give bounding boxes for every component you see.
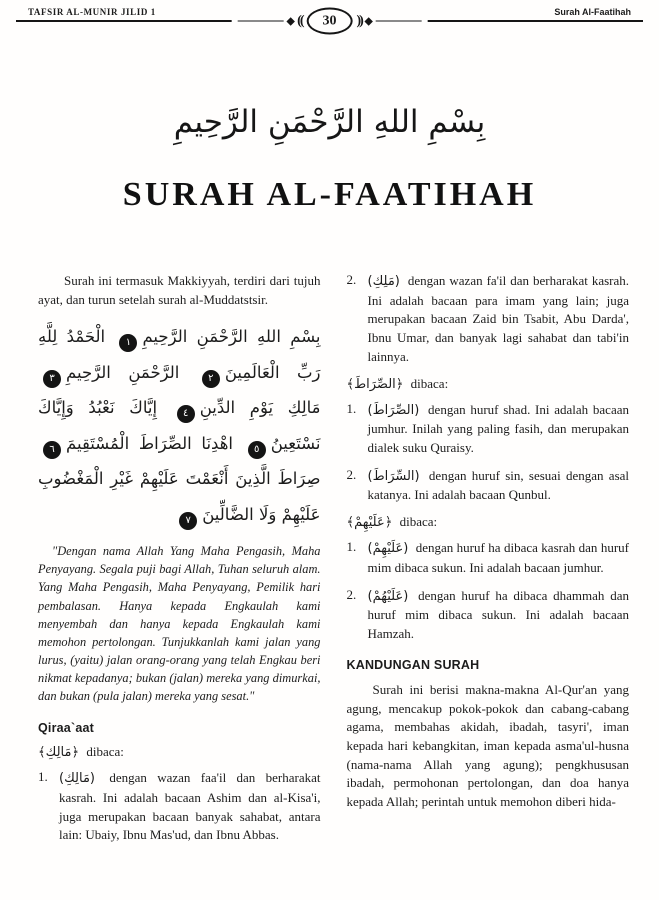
ayah-number-badge: ٦ bbox=[43, 441, 61, 459]
ayah-number-badge: ٢ bbox=[202, 370, 220, 388]
list-item bbox=[38, 769, 321, 845]
list-body bbox=[368, 272, 630, 367]
list-text: dengan wazan fa'il dan berharakat kasrah. Ini adalah bacaan para imam yang lain; juga merupakan bacaan Zaid bin Tsabit, Abu Darda', Ibnu Umar, dan banyak lagi sahabat dan tabi'in lainnya. bbox=[367, 273, 630, 364]
list-text: dengan huruf ha dibaca kasrah dan huruf mim dibaca sukun. Ini adalah bacaan jumhur. bbox=[367, 540, 630, 575]
ayah-number-badge: ٥ bbox=[248, 441, 266, 459]
list-number: 1. bbox=[346, 539, 357, 555]
list-body bbox=[368, 401, 630, 458]
reading-variant-heading-shirath bbox=[347, 376, 630, 392]
ornament-diamond-right bbox=[365, 17, 373, 25]
verse-text: مَالِكِ يَوْمِ الدِّينِ bbox=[199, 398, 321, 418]
arabic-word: ﴿عَلَيْهِمْ﴾ bbox=[346, 515, 393, 531]
list-body bbox=[368, 587, 630, 644]
list-item bbox=[347, 539, 630, 577]
arabic-word: (الصِّرَاطَ) bbox=[367, 402, 420, 418]
arabic-word: (عَلَيْهِمْ) bbox=[367, 541, 409, 557]
dibaca-label: dibaca: bbox=[410, 375, 449, 391]
verse-text: إِيَّاكَ نَعْبُدُ وَإِيَّاكَ نَسْتَعِينُ bbox=[38, 398, 321, 453]
quran-verse bbox=[38, 469, 321, 526]
right-column bbox=[347, 272, 630, 854]
reading-variant-heading-malik bbox=[38, 744, 321, 760]
quran-text-block bbox=[38, 319, 321, 532]
ornament-line-left bbox=[237, 20, 283, 22]
list-number: 2. bbox=[346, 586, 357, 602]
kandungan-heading: KANDUNGAN SURAH bbox=[346, 657, 480, 672]
ayah-number-badge: ٧ bbox=[179, 512, 197, 530]
list-item bbox=[347, 467, 630, 505]
basmalah-calligraphy: بِسْمِ اللهِ الرَّحْمَنِ الرَّحِيمِ bbox=[173, 104, 486, 140]
ornament-diamond-left bbox=[286, 17, 294, 25]
arabic-word: (السِّرَاطَ) bbox=[367, 468, 420, 484]
qiraat-heading: Qiraa`aat bbox=[38, 721, 94, 736]
kandungan-paragraph: Surah ini berisi makna-makna Al-Qur'an yang agung, mencakup pokok-pokok dan cabang-cabang agama, membahas akidah, ibadah, tasyri', iman kepada hari kebangkitan, iman kepada asma'ul-husna (nama-nama Allah yang agung); pengkhususan ibadah, permohonan pertolongan, dan doa hanya kepada Allah; perintah untuk memohon diberi hida- bbox=[346, 681, 629, 810]
list-item bbox=[347, 587, 630, 644]
list-text: dengan huruf shad. Ini adalah bacaan jumhur. Inilah yang paling fasih, dan merupakan dialek suku Quraisy. bbox=[367, 401, 629, 456]
verse-text: صِرَاطَ الَّذِينَ أَنْعَمْتَ عَلَيْهِمْ غَيْرِ الْمَغْضُوبِ عَلَيْهِمْ وَلَا الضَّالِّينَ bbox=[38, 469, 321, 524]
list-body bbox=[368, 467, 630, 505]
arabic-word: ﴿مَالِكِ﴾ bbox=[38, 745, 80, 761]
list-number: 1. bbox=[38, 769, 48, 785]
list-body bbox=[368, 539, 630, 577]
arabic-word: ﴿الصِّرَاطَ﴾ bbox=[346, 376, 404, 392]
verse-text: بِسْمِ اللهِ الرَّحْمَنِ الرَّحِيمِ bbox=[142, 327, 321, 347]
quran-verse bbox=[38, 434, 233, 453]
surah-title: SURAH AL-FAATIHAH bbox=[122, 176, 537, 213]
quran-verse bbox=[172, 398, 321, 420]
ornament-parens-left: (( bbox=[297, 13, 303, 28]
verse-text: اهْدِنَا الصِّرَاطَ الْمُسْتَقِيمَ bbox=[66, 433, 233, 453]
page-number: 30 bbox=[307, 8, 353, 35]
verse-text: الرَّحْمَنِ الرَّحِيمِ bbox=[66, 362, 180, 382]
list-number: 2. bbox=[346, 466, 357, 482]
dibaca-label: dibaca: bbox=[399, 514, 438, 530]
list-item bbox=[347, 401, 630, 458]
list-text: dengan wazan faa'il dan berharakat kasrah. Ini adalah bacaan Ashim dan al-Kisa'i, juga merupakan bacaan banyak sahabat, antara lain: Ubaiy, Ibnu Mas'ud, dan Ibnu Abbas. bbox=[59, 770, 321, 843]
dibaca-label: dibaca: bbox=[86, 744, 124, 760]
quran-verse bbox=[114, 327, 321, 349]
list-item bbox=[347, 272, 630, 367]
verse-text: الْحَمْدُ لِلَّهِ رَبِّ الْعَالَمِينَ bbox=[38, 327, 321, 382]
body-columns bbox=[38, 272, 629, 854]
left-column bbox=[38, 272, 321, 854]
arabic-word: (مَلِكِ) bbox=[367, 274, 400, 289]
list-text: dengan huruf ha dibaca dhammah dan huruf mim dibaca sukun. Ini adalah bacaan Hamzah. bbox=[367, 587, 629, 642]
translation-paragraph: "Dengan nama Allah Yang Maha Pengasih, Maha Penyayang. Segala puji bagi Allah, Tuhan seluruh alam. Yang Maha Pengasih, Maha Penyayang, Pemilik hari pembalasan. Hanya kepada Engkaulah kami menyembah dan hanya kepada Engkaulah kami memohon pertolongan. Tunjukkanlah kami jalan yang lurus, (yaitu) jalan orang-orang yang telah Engkau beri nikmat kepadanya; bukan (jalan) mereka yang dimurkai, dan bukan (pula jalan) mereka yang sesat." bbox=[38, 544, 321, 704]
running-head-left: TAFSIR AL-MUNIR JILID 1 bbox=[28, 7, 156, 17]
intro-paragraph: Surah ini termasuk Makkiyyah, terdiri dari tujuh ayat, dan turun setelah surah al-Muddatstsir. bbox=[38, 273, 321, 307]
ayah-number-badge: ٣ bbox=[43, 370, 61, 388]
quran-verse bbox=[38, 363, 179, 382]
reading-variant-heading-alayhim bbox=[347, 514, 630, 530]
list-body bbox=[59, 769, 321, 845]
ayah-number-badge: ٤ bbox=[177, 405, 195, 423]
page-number-ornament bbox=[231, 8, 428, 35]
arabic-word: (مَالِكِ) bbox=[59, 771, 95, 787]
list-number: 2. bbox=[346, 272, 357, 287]
ayah-number-badge: ١ bbox=[119, 334, 137, 352]
running-head-right: Surah Al-Faatihah bbox=[554, 7, 631, 17]
ornament-line-right bbox=[376, 20, 422, 22]
ornament-parens-right: )) bbox=[356, 13, 362, 28]
arabic-word: (عَلَيْهُمْ) bbox=[367, 588, 409, 604]
list-number: 1. bbox=[346, 400, 357, 416]
list-text: dengan huruf sin, sesuai dengan asal katanya. Ini adalah bacaan Qunbul. bbox=[367, 467, 630, 503]
